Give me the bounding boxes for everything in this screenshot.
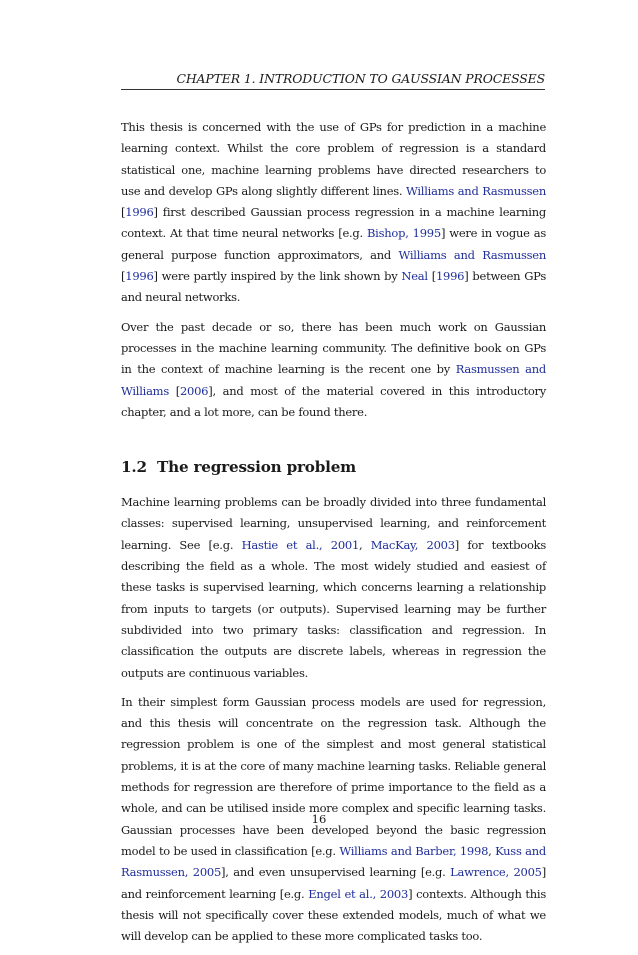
text-run: ], and even unsupervised learning [e.g. [221, 865, 451, 880]
citation-link[interactable]: Engel et al., 2003 [308, 886, 409, 901]
section-number: 1.2 [121, 458, 147, 477]
page-number: 16 [311, 812, 327, 826]
citation-link[interactable]: Williams and Rasmussen [398, 247, 546, 262]
text-run: [ [427, 269, 436, 284]
text-run: ] first described Gaussian process regression in a machine learning context. At that time neural networks [e.g. [121, 205, 546, 241]
header-rule [121, 89, 545, 90]
running-head: CHAPTER 1. INTRODUCTION TO GAUSSIAN PROCESSES [176, 71, 545, 86]
text-run: ] were partly inspired by the link shown by [153, 269, 402, 284]
text-run: This thesis is concerned with the use of GPs for prediction in a machine learning context. Whilst the core problem of regression is a standard statistical one, machine learning problems have directed researchers to use and develop GPs along slightly different lines. [121, 120, 546, 198]
citation-link[interactable]: Williams and Barber, 1998 [339, 843, 489, 858]
text-run: , [359, 537, 371, 552]
text-run: Machine learning problems can be broadly divided into three fundamental classes: supervised learning, unsupervised learning, and reinforcement learning. See [e.g. [121, 495, 546, 552]
citation-link[interactable]: Hastie et al., 2001 [241, 537, 360, 552]
citation-link[interactable]: 1996 [125, 269, 154, 284]
citation-link[interactable]: Rasmussen and Williams [121, 362, 546, 398]
text-run: ] for textbooks describing the field as a whole. The most widely studied and easiest of these tasks is supervised learning, which concerns learning a relationship from inputs to targets (or outputs). Supervised learning may be further subdivided into two primary tasks: classification and regression. In classification the outputs are discrete labels, whereas in regression the outputs are continuous variables. [121, 537, 546, 680]
citation-link[interactable]: Bishop, 1995 [366, 226, 441, 241]
text-run: ] and reinforcement learning [e.g. [121, 865, 546, 901]
citation-link[interactable]: Lawrence, 2005 [450, 865, 542, 880]
paragraph-intro-2 [121, 317, 546, 423]
text-run: [ [121, 205, 126, 220]
page-body [121, 117, 546, 955]
text-run: ] contexts. Although this thesis will not specifically cover these extended models, much of what we will develop can be applied to these more complicated tasks too. [121, 886, 547, 944]
text-run: In their simplest form Gaussian process models are used for regression, and this thesis will concentrate on the regression task. Although the regression problem is one of the simplest and most general statistical problems, it is at the core of many machine learning tasks. Reliable general methods for regression are therefore of prime importance to the field as a whole, and can be utilised inside more complex and specific learning tasks. Gaussian processes have been developed beyond the basic regression model to be used in classification [e.g. [121, 694, 546, 858]
text-run: [ [169, 383, 180, 398]
paragraph-intro-1 [121, 117, 546, 309]
text-run: ] were in vogue as general purpose function approximators, and [121, 226, 546, 262]
citation-link[interactable]: 1996 [435, 269, 465, 284]
citation-link[interactable]: 1996 [125, 205, 154, 220]
citation-link[interactable]: MacKay, 2003 [370, 537, 455, 552]
paragraph-regression-1 [121, 492, 546, 684]
section-heading [121, 456, 546, 478]
citation-link[interactable]: Williams and Rasmussen [406, 183, 547, 198]
text-run: ], and most of the material covered in this introductory chapter, and a lot more, can be found there. [121, 383, 546, 419]
text-run: Over the past decade or so, there has been much work on Gaussian processes in the machine learning community. The definitive book on GPs in the context of machine learning is the recent one by [121, 319, 546, 377]
text-run: ] between GPs and neural networks. [121, 269, 546, 305]
citation-link[interactable]: 2006 [179, 383, 209, 398]
section-title: The regression problem [157, 458, 357, 477]
text-run: [ [121, 269, 126, 284]
citation-link[interactable]: Neal [401, 269, 428, 284]
text-run: , [488, 843, 496, 858]
citation-link[interactable]: Kuss and Rasmussen, 2005 [121, 843, 546, 880]
